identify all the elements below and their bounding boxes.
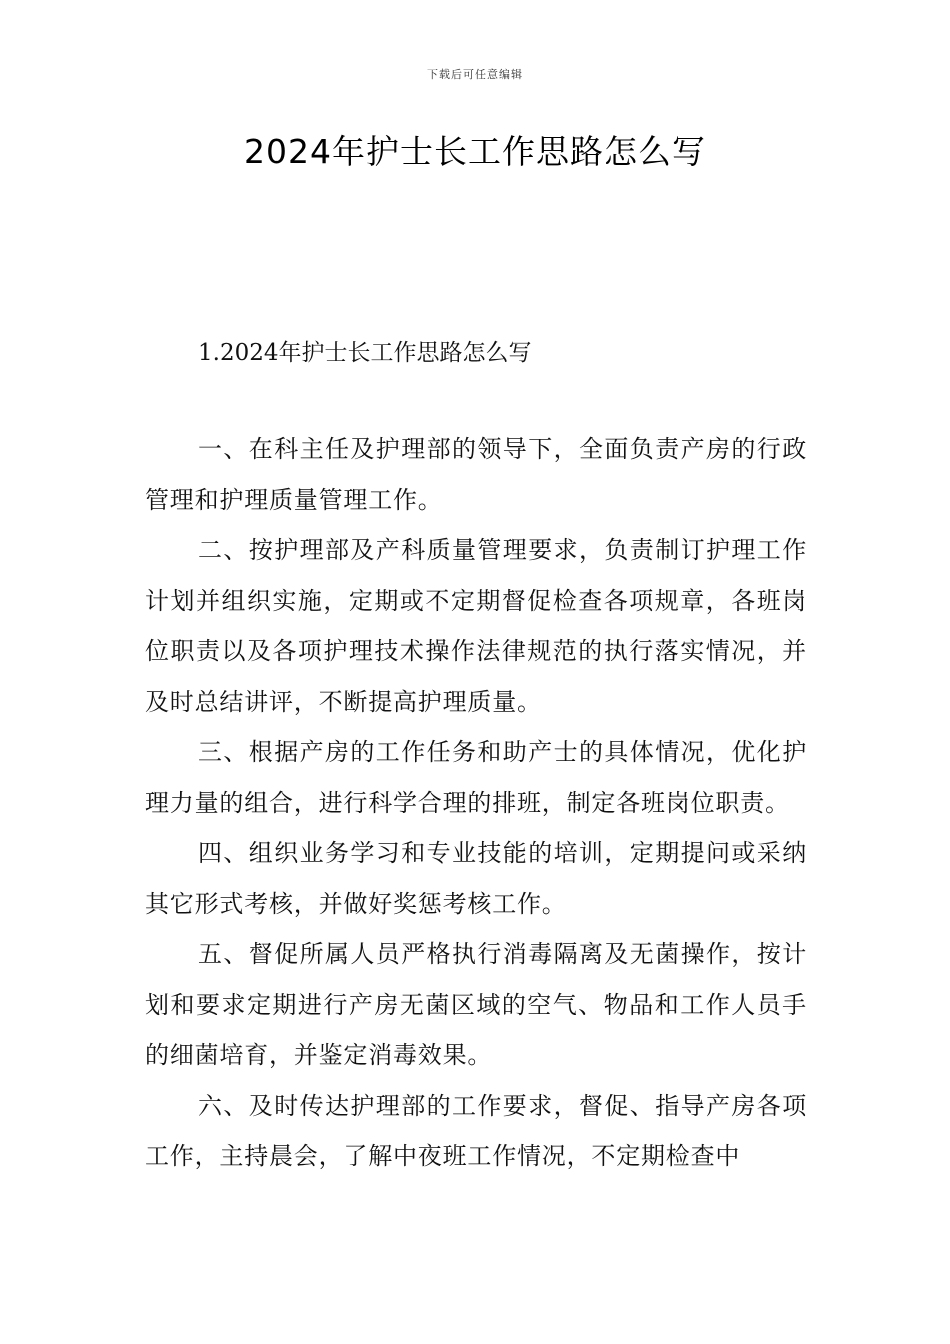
section-heading: 1.2024年护士长工作思路怎么写 (198, 340, 532, 366)
document-title: 2024年护士长工作思路怎么写 (244, 132, 706, 171)
header-note: 下载后可任意编辑 (427, 68, 523, 81)
paragraph-1: 一、在科主任及护理部的领导下，全面负责产房的行政管理和护理质量管理工作。 (145, 435, 807, 514)
paragraph-4: 四、组织业务学习和专业技能的培训，定期提问或采纳其它形式考核，并做好奖惩考核工作。 (145, 839, 807, 918)
paragraph-6: 六、及时传达护理部的工作要求，督促、指导产房各项工作，主持晨会，了解中夜班工作情况，不定期检查中 (145, 1091, 807, 1170)
paragraph-5: 五、督促所属人员严格执行消毒隔离及无菌操作，按计划和要求定期进行产房无菌区域的空气、物品和工作人员手的细菌培育，并鉴定消毒效果。 (145, 940, 807, 1069)
paragraph-3: 三、根据产房的工作任务和助产士的具体情况，优化护理力量的组合，进行科学合理的排班，制定各班岗位职责。 (145, 738, 807, 817)
paragraph-2: 二、按护理部及产科质量管理要求，负责制订护理工作计划并组织实施，定期或不定期督促检查各项规章，各班岗位职责以及各项护理技术操作法律规范的执行落实情况，并及时总结讲评，不断提高护理质量。 (145, 536, 807, 716)
document-body (145, 424, 807, 1182)
